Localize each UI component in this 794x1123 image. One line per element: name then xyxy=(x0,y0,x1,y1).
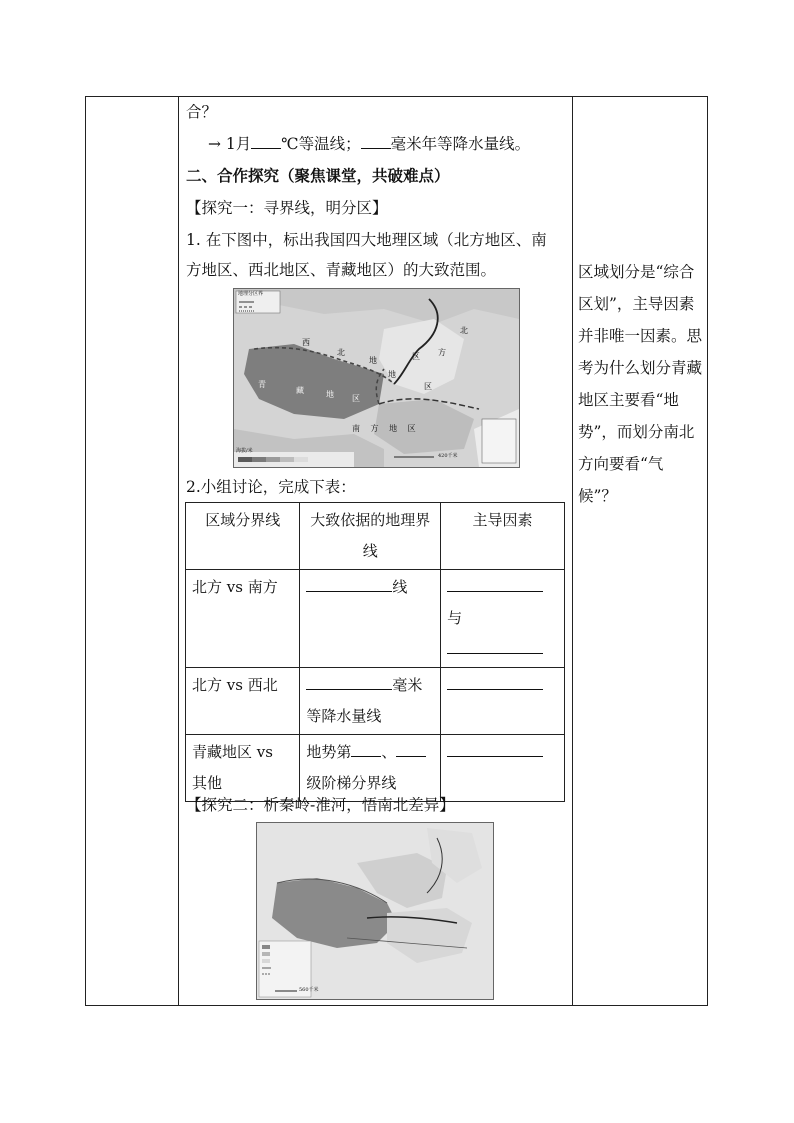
map1-label-qingzang-2: 藏 xyxy=(296,386,304,395)
blank-row-1-factor-a[interactable] xyxy=(447,577,543,592)
blank-row-3-factor[interactable] xyxy=(447,742,543,757)
blank-row-2-factor[interactable] xyxy=(447,675,543,690)
blank-row-3-step-b[interactable] xyxy=(396,742,426,757)
table-row-1-basis-suffix: 线 xyxy=(392,578,408,596)
map1-label-qingzang-1: 青 xyxy=(258,380,266,389)
intro-line-2 xyxy=(208,134,530,154)
map1-label-xibei-1: 西 xyxy=(302,338,310,347)
map1-scale-label: 420千米 xyxy=(438,453,458,459)
table-row-2-basis-suffix: 毫米 xyxy=(392,676,423,694)
map1-label-xibei-2: 北 xyxy=(337,348,345,357)
map1-label-beifang-2: 方 xyxy=(438,348,446,357)
blank-row-3-step-a[interactable] xyxy=(351,742,381,757)
map1-label-beifang-1: 北 xyxy=(460,326,468,335)
table-row-2-basis xyxy=(300,668,441,735)
table-row-3-region xyxy=(186,735,300,802)
table-header-factor: 主导因素 xyxy=(441,503,565,570)
map1-label-beifang-4: 区 xyxy=(424,382,432,391)
table-row-3-basis-line-2: 级阶梯分界线 xyxy=(306,774,397,792)
blank-temp xyxy=(251,134,281,149)
explore-1-title: 【探究一：寻界线，明分区】 xyxy=(186,199,388,217)
qinling-huaihe-map xyxy=(256,822,494,1000)
question-2: 2.小组讨论，完成下表： xyxy=(186,478,356,496)
blank-row-2-basis[interactable] xyxy=(306,675,392,690)
map1-label-nanfang: 南 方 地 区 xyxy=(352,424,420,433)
table-row-2-factor xyxy=(441,668,565,735)
blank-rain xyxy=(361,134,391,149)
table-row-3-basis-sep: 、 xyxy=(381,743,397,761)
table-row-3-region-line-1: 青藏地区 vs xyxy=(192,743,273,761)
table-row-1-region: 北方 vs 南方 xyxy=(186,570,300,668)
table-header-region: 区域分界线 xyxy=(186,503,300,570)
map1-label-xibei-4: 区 xyxy=(412,352,420,361)
intro-rain-text: 毫米年等降水量线。 xyxy=(390,135,531,153)
table-row-3-factor xyxy=(441,735,565,802)
question-1-line-2: 方地区、西北地区、青藏地区）的大致范围。 xyxy=(186,261,497,279)
question-1-line-1: 1. 在下图中，标出我国四大地理区域（北方地区、南 xyxy=(186,231,547,249)
map1-label-qingzang-4: 区 xyxy=(352,394,360,403)
table-row-2-region: 北方 vs 西北 xyxy=(186,668,300,735)
china-regions-map xyxy=(233,288,520,468)
map1-elevation-label: 海拔/米 xyxy=(236,448,253,454)
table-row-3-basis xyxy=(300,735,441,802)
table-row-1-factor-and: 与 xyxy=(447,609,463,627)
intro-line-1: 合？ xyxy=(186,103,218,121)
column-divider-left xyxy=(178,97,179,1005)
explore-2-title: 【探究二：析秦岭-淮河，悟南北差异】 xyxy=(186,796,455,814)
map1-legend-title: 地理分区界 xyxy=(238,291,264,297)
blank-row-1-factor-b[interactable] xyxy=(447,639,543,654)
map1-label-xibei-3: 地 xyxy=(369,356,377,365)
table-row-3-basis-prefix: 地势第 xyxy=(306,743,352,761)
table-row-3-region-line-2: 其他 xyxy=(192,774,223,792)
intro-arrow-text: → 1月 xyxy=(208,135,252,153)
table-row-1-basis xyxy=(300,570,441,668)
section-2-title: 二、合作探究（聚焦课堂，共破难点） xyxy=(186,166,450,185)
blank-row-1-basis[interactable] xyxy=(306,577,392,592)
map2-scale-label: 560千米 xyxy=(299,987,319,993)
map1-label-qingzang-3: 地 xyxy=(326,390,334,399)
table-header-basis: 大致依据的地理界线 xyxy=(300,503,441,570)
column-divider-right xyxy=(572,97,573,1005)
map1-label-beifang-3: 地 xyxy=(388,370,396,379)
table-row-2-basis-line-2: 等降水量线 xyxy=(306,707,382,725)
region-table xyxy=(185,502,565,802)
teacher-note: 区域划分是“综合区划”，主导因素并非唯一因素。思考为什么划分青藏地区主要看“地势”，而划分南北方向要看“气候”？ xyxy=(578,263,703,505)
table-row-1-factor xyxy=(441,570,565,668)
intro-degree-text: ℃等温线； xyxy=(281,135,361,153)
